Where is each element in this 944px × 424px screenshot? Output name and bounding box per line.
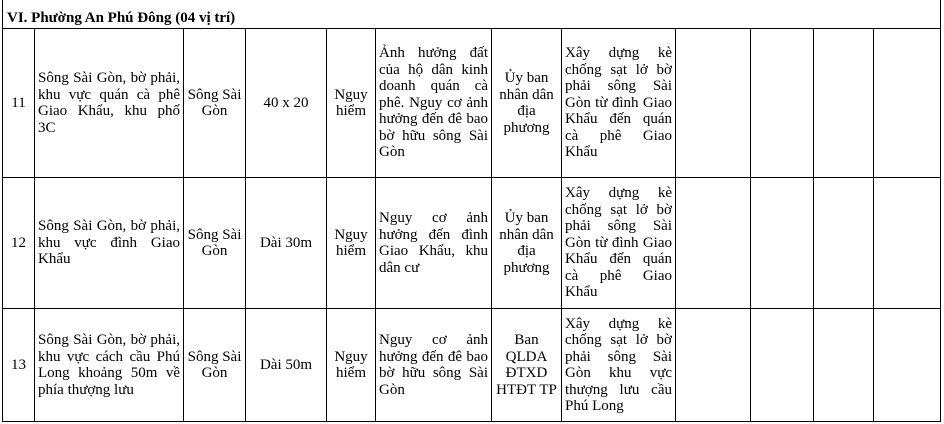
empty-cell	[874, 309, 941, 422]
table-row	[3, 309, 941, 422]
river-cell: Sông Sài Gòn	[184, 178, 246, 309]
size-cell: Dài 50m	[246, 309, 327, 422]
empty-cell	[676, 309, 751, 422]
row-number: 11	[3, 29, 35, 178]
empty-cell	[874, 29, 941, 178]
danger-level-cell: Nguy hiểm	[327, 178, 376, 309]
impact-cell: Nguy cơ ảnh hưởng đến đê bao bờ hữu sông Sài Gòn	[376, 309, 492, 422]
solution-cell: Xây dựng kè chống sạt lở bờ phải sông Sài Gòn khu vực thượng lưu cầu Phú Long	[562, 309, 676, 422]
landslide-table	[2, 0, 941, 422]
agency-cell: Ủy ban nhân dân địa phương	[492, 29, 562, 178]
location-cell: Sông Sài Gòn, bờ phải, khu vực quán cà phê Giao Khẩu, khu phố 3C	[35, 29, 184, 178]
solution-cell: Xây dựng kè chống sạt lở bờ phải sông Sài Gòn từ đình Giao Khẩu đến quán cà phê Giao Khẩu	[562, 29, 676, 178]
size-cell: Dài 30m	[246, 178, 327, 309]
empty-cell	[751, 178, 814, 309]
section-title: VI. Phường An Phú Đông (04 vị trí)	[3, 0, 941, 29]
danger-level-cell: Nguy hiểm	[327, 29, 376, 178]
danger-level-cell: Nguy hiểm	[327, 309, 376, 422]
empty-cell	[814, 178, 874, 309]
location-cell: Sông Sài Gòn, bờ phải, khu vực cách cầu Phú Long khoảng 50m về phía thượng lưu	[35, 309, 184, 422]
empty-cell	[874, 178, 941, 309]
impact-cell: Nguy cơ ảnh hưởng đến đình Giao Khẩu, khu dân cư	[376, 178, 492, 309]
river-cell: Sông Sài Gòn	[184, 29, 246, 178]
agency-cell: Ban QLDA ĐTXD HTĐT TP	[492, 309, 562, 422]
impact-cell: Ảnh hưởng đất của hộ dân kinh doanh quán cà phê. Nguy cơ ảnh hưởng đến đê bao bờ hữu sông Sài Gòn	[376, 29, 492, 178]
solution-cell: Xây dựng kè chống sạt lở bờ phải sông Sài Gòn từ đình Giao Khẩu đến quán cà phê Giao Khẩu	[562, 178, 676, 309]
empty-cell	[676, 29, 751, 178]
size-cell: 40 x 20	[246, 29, 327, 178]
row-number: 13	[3, 309, 35, 422]
empty-cell	[676, 178, 751, 309]
row-number: 12	[3, 178, 35, 309]
agency-cell: Ủy ban nhân dân địa phương	[492, 178, 562, 309]
table-row	[3, 29, 941, 178]
table-row	[3, 178, 941, 309]
section-row	[3, 0, 941, 29]
location-cell: Sông Sài Gòn, bờ phải, khu vực đình Giao Khẩu	[35, 178, 184, 309]
empty-cell	[814, 309, 874, 422]
river-cell: Sông Sài Gòn	[184, 309, 246, 422]
empty-cell	[814, 29, 874, 178]
empty-cell	[751, 29, 814, 178]
empty-cell	[751, 309, 814, 422]
